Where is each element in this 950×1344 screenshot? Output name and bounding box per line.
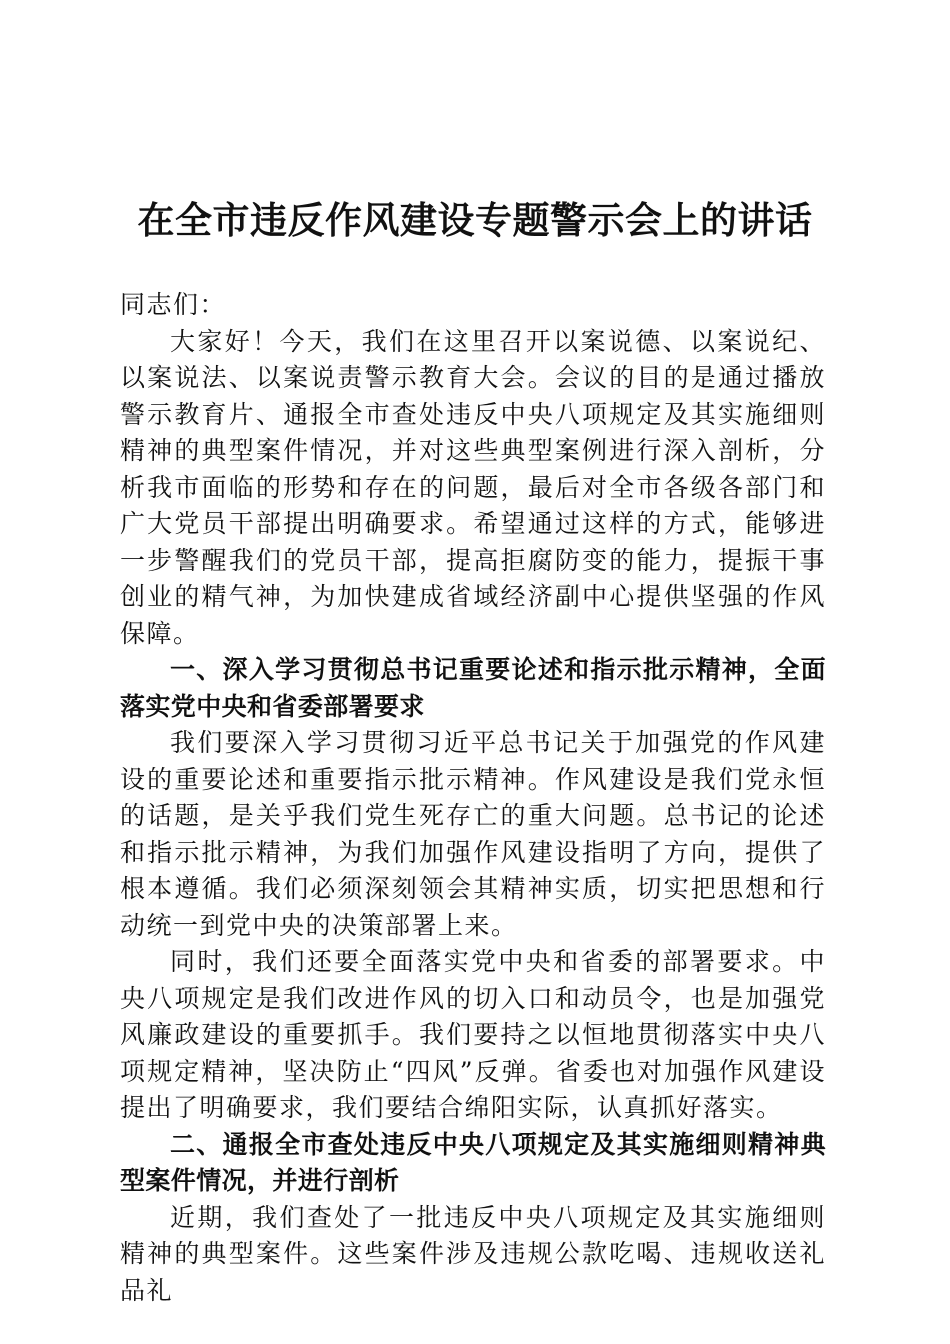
document-body (120, 287, 826, 1309)
paragraph-section-1-b: 同时，我们还要全面落实党中央和省委的部署要求。中央八项规定是我们改进作风的切入口和动员令，也是加强党风廉政建设的重要抓手。我们要持之以恒地贯彻落实中央八项规定精神，坚决防止“四风”反弹。省委也对加强作风建设提出了明确要求，我们要结合绵阳实际，认真抓好落实。 (120, 947, 826, 1122)
section-heading-2: 二、通报全市查处违反中央八项规定及其实施细则精神典型案件情况，并进行剖析 (120, 1129, 826, 1195)
salutation: 同志们： (120, 290, 227, 319)
paragraph-section-1-a: 我们要深入学习贯彻习近平总书记关于加强党的作风建设的重要论述和重要指示批示精神。作风建设是我们党永恒的话题，是关乎我们党生死存亡的重大问题。总书记的论述和指示批示精神，为我们加强作风建设指明了方向，提供了根本遵循。我们必须深刻领会其精神实质，切实把思想和行动统一到党中央的决策部署上来。 (120, 728, 826, 940)
paragraph-section-2-a: 近期，我们查处了一批违反中央八项规定及其实施细则精神的典型案件。这些案件涉及违规公款吃喝、违规收送礼品礼 (120, 1202, 826, 1305)
section-heading-1: 一、深入学习贯彻总书记重要论述和指示批示精神，全面落实党中央和省委部署要求 (120, 655, 826, 721)
document-title: 在全市违反作风建设专题警示会上的讲话 (137, 198, 813, 242)
paragraph-opening: 大家好！今天，我们在这里召开以案说德、以案说纪、以案说法、以案说责警示教育大会。会议的目的是通过播放警示教育片、通报全市查处违反中央八项规定及其实施细则精神的典型案件情况，并对这些典型案例进行深入剖析，分析我市面临的形势和存在的问题，最后对全市各级各部门和广大党员干部提出明确要求。希望通过这样的方式，能够进一步警醒我们的党员干部，提高拒腐防变的能力，提振干事创业的精气神，为加快建成省域经济副中心提供坚强的作风保障。 (120, 326, 826, 648)
